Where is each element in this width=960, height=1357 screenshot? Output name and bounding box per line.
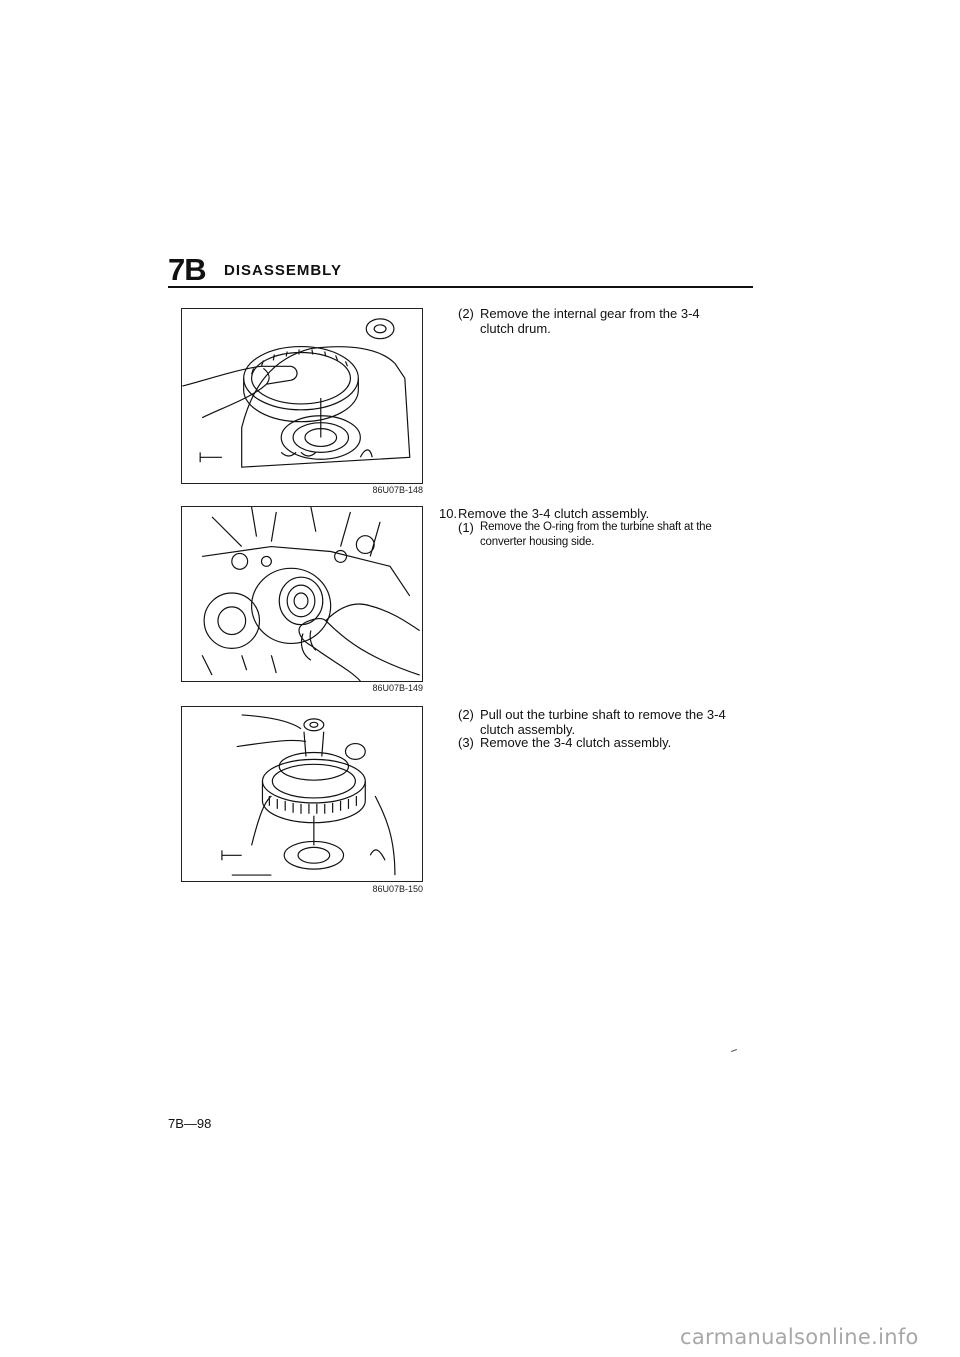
header-rule — [168, 286, 753, 288]
step-number: (1) — [458, 520, 474, 535]
page-number: 7B—98 — [168, 1116, 212, 1131]
internal-gear-removal-illustration-icon — [182, 309, 422, 483]
step-number: (2) — [458, 707, 474, 722]
step-text: Remove the 3-4 clutch assembly. — [480, 735, 672, 750]
step-text: Remove the internal gear from the 3-4 clutch drum. — [480, 306, 700, 336]
clutch-assembly-removal-illustration-icon — [182, 707, 422, 881]
step-text: Pull out the turbine shaft to remove the 3-4 clutch assembly. — [480, 707, 726, 737]
figure-code: 86U07B-149 — [372, 683, 423, 693]
figure-clutch-assembly-removal — [181, 706, 423, 882]
step-number: (3) — [458, 735, 474, 750]
step-text: Remove the 3-4 clutch assembly. — [458, 506, 650, 521]
figure-code: 86U07B-150 — [372, 884, 423, 894]
o-ring-removal-illustration-icon — [182, 507, 422, 681]
stray-mark — [731, 1049, 737, 1052]
section-code: 7B — [168, 252, 206, 287]
figure-o-ring-removal — [181, 506, 423, 682]
step-text: Remove the O-ring from the turbine shaft at the converter housing side. — [480, 521, 712, 548]
watermark-link[interactable]: carmanualsonline.info — [680, 1325, 919, 1349]
figure-internal-gear-removal — [181, 308, 423, 484]
step-number: 10. — [439, 506, 458, 521]
section-title: DISASSEMBLY — [224, 262, 342, 279]
step-number: (2) — [458, 306, 474, 321]
page-header — [168, 252, 753, 290]
figure-code: 86U07B-148 — [372, 485, 423, 495]
